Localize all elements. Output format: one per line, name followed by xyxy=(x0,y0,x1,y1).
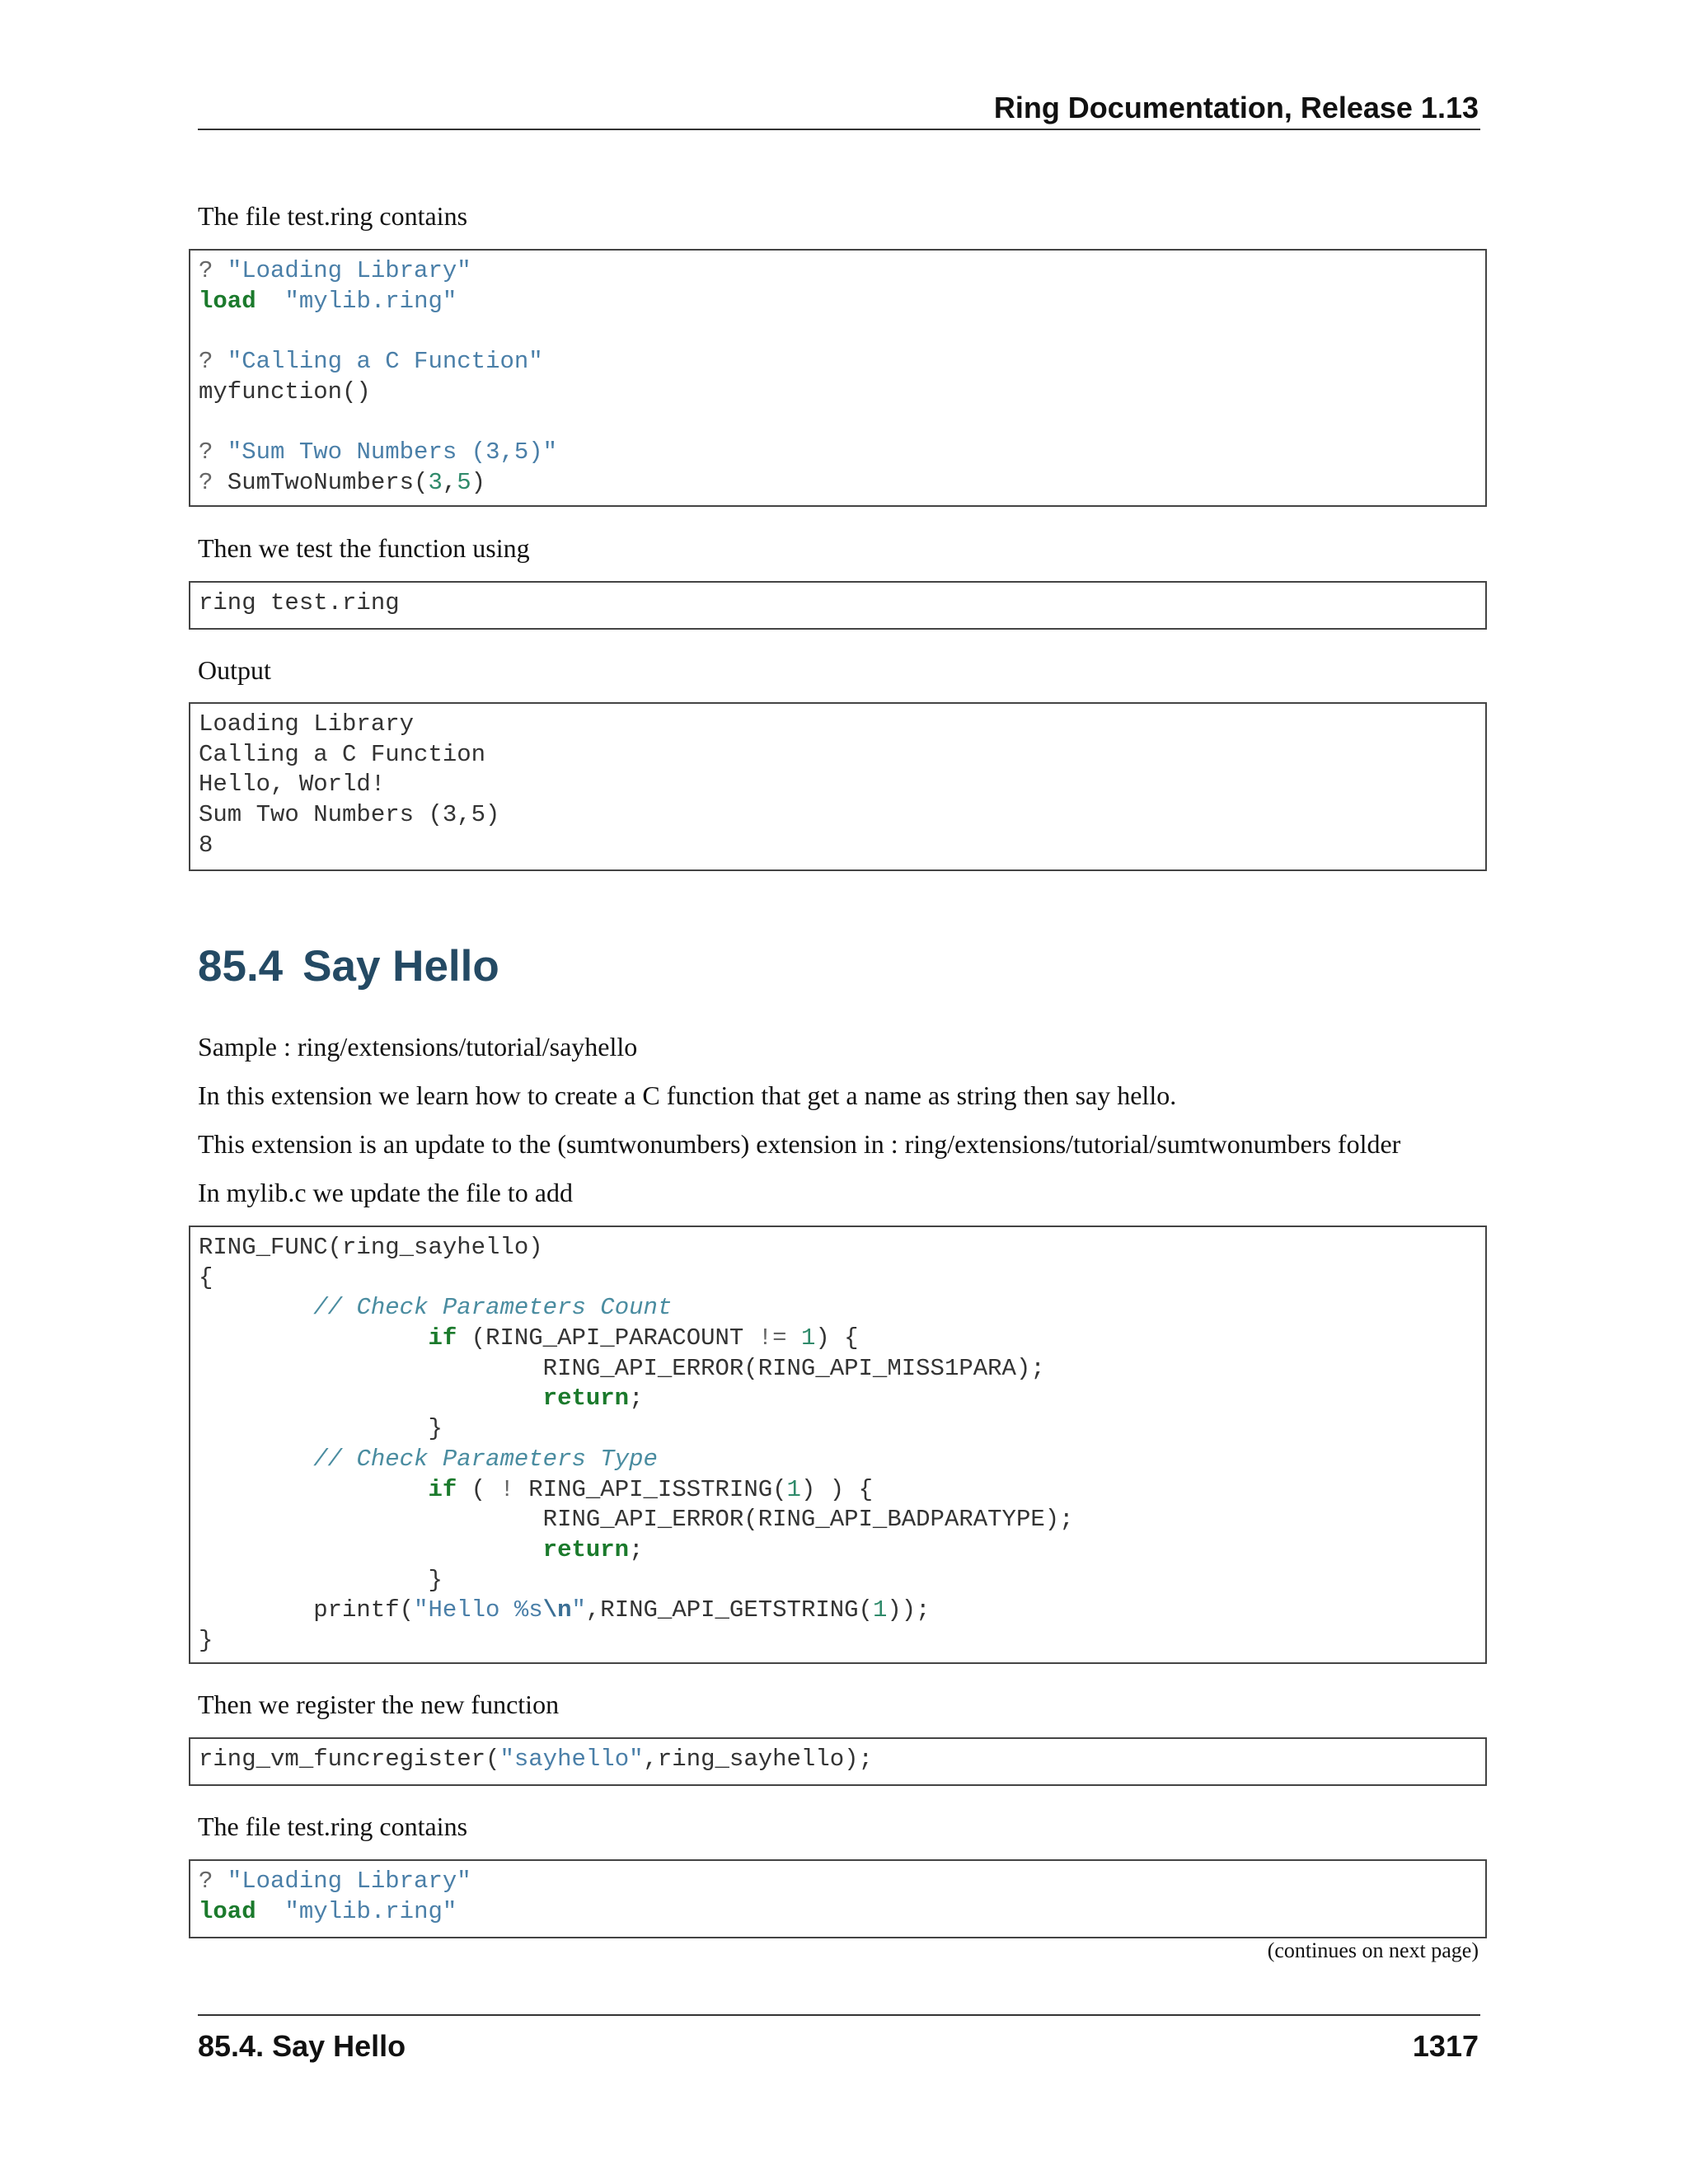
code-token: "mylib.ring" xyxy=(284,287,457,315)
code-line xyxy=(199,1745,1477,1775)
code-line xyxy=(199,438,1477,468)
paragraph: The file test.ring contains xyxy=(198,1811,468,1841)
paragraph: In this extension we learn how to create a C function that get a name as string then say hello. xyxy=(198,1080,1177,1110)
code-token: Sum Two Numbers (3,5) xyxy=(199,801,500,829)
code-line xyxy=(199,287,1477,317)
code-line xyxy=(199,1626,1477,1657)
code-line xyxy=(199,1445,1477,1475)
code-token: "mylib.ring" xyxy=(284,1897,457,1925)
code-token: ,ring_sayhello); xyxy=(643,1746,873,1773)
code-token xyxy=(256,288,285,315)
code-token xyxy=(787,1324,801,1352)
code-token: Loading Library xyxy=(199,710,415,738)
code-token: ; xyxy=(629,1385,644,1413)
code-token: 1 xyxy=(800,1324,816,1352)
code-line xyxy=(199,407,1477,438)
code-token: load xyxy=(199,1897,256,1925)
code-token: "Hello %s xyxy=(414,1596,543,1624)
code-token: "Loading Library" xyxy=(227,1868,471,1895)
code-line xyxy=(199,1233,1477,1263)
code-block-test-ring-2 xyxy=(189,1859,1487,1938)
code-line xyxy=(199,800,1477,831)
code-line xyxy=(199,740,1477,771)
code-token: ? xyxy=(199,1868,227,1895)
code-token: "Sum Two Numbers (3,5)" xyxy=(227,438,558,466)
code-token: if xyxy=(428,1475,457,1503)
code-token xyxy=(199,1446,313,1473)
code-token: myfunction() xyxy=(199,377,371,405)
paragraph: The file test.ring contains xyxy=(198,201,468,231)
footer-section: 85.4. Say Hello xyxy=(198,2029,406,2063)
code-token: 1 xyxy=(872,1596,888,1624)
code-token xyxy=(199,1385,543,1412)
footer-rule xyxy=(198,2014,1480,2016)
code-line xyxy=(199,468,1477,499)
code-token xyxy=(199,1324,428,1352)
code-token: RING_API_ERROR(RING_API_BADPARATYPE); xyxy=(199,1506,1074,1534)
paragraph: Then we test the function using xyxy=(198,533,530,563)
code-token: "Loading Library" xyxy=(227,257,471,284)
code-line xyxy=(199,377,1477,408)
code-token: ring_vm_funcregister( xyxy=(199,1746,500,1773)
code-token: )); xyxy=(887,1596,931,1624)
code-token: 8 xyxy=(199,831,213,859)
code-line xyxy=(199,1867,1477,1897)
code-token: ; xyxy=(629,1535,644,1563)
code-token: SumTwoNumbers( xyxy=(227,468,429,496)
code-token xyxy=(199,1476,428,1503)
paragraph: In mylib.c we update the file to add xyxy=(198,1178,573,1207)
code-token: ? xyxy=(199,438,227,466)
paragraph: Then we register the new function xyxy=(198,1690,560,1719)
code-token: if xyxy=(428,1324,457,1352)
code-line xyxy=(199,316,1477,347)
code-line xyxy=(199,1535,1477,1566)
code-line xyxy=(199,256,1477,287)
code-token: != xyxy=(757,1324,787,1352)
code-token: \n xyxy=(542,1596,572,1624)
code-line xyxy=(199,831,1477,861)
code-line xyxy=(199,1293,1477,1324)
code-token: 3 xyxy=(428,468,443,496)
section-number: 85.4 xyxy=(198,942,284,991)
code-token: } xyxy=(199,1415,443,1443)
code-token: { xyxy=(199,1263,213,1291)
code-token: } xyxy=(199,1566,443,1594)
code-token: RING_API_ERROR(RING_API_MISS1PARA); xyxy=(199,1354,1045,1382)
code-token: Hello, World! xyxy=(199,771,386,799)
code-token: ? xyxy=(199,348,227,376)
code-token: // Check Parameters Count xyxy=(313,1294,673,1322)
code-line xyxy=(199,588,1477,619)
code-token: , xyxy=(442,468,457,496)
code-token: return xyxy=(542,1535,630,1563)
section-title-text: Say Hello xyxy=(302,942,499,991)
code-token: ? xyxy=(199,468,227,496)
code-token: "sayhello" xyxy=(499,1746,644,1773)
code-line xyxy=(199,1414,1477,1445)
code-token: 1 xyxy=(786,1475,801,1503)
code-token: return xyxy=(542,1385,630,1413)
code-token: ) xyxy=(471,468,486,496)
page-number: 1317 xyxy=(1412,2029,1479,2063)
code-token: RING_FUNC(ring_sayhello) xyxy=(199,1234,543,1261)
code-block-run-command xyxy=(189,581,1487,630)
code-block-register xyxy=(189,1737,1487,1786)
code-token: load xyxy=(199,287,256,315)
code-token: (RING_API_PARACOUNT xyxy=(457,1324,758,1352)
code-line xyxy=(199,770,1477,800)
code-token: ( xyxy=(457,1475,500,1503)
code-token: 5 xyxy=(457,468,471,496)
code-token xyxy=(199,1294,313,1321)
header-rule xyxy=(198,129,1480,130)
code-token: printf( xyxy=(199,1596,415,1624)
code-line xyxy=(199,1324,1477,1354)
code-token: "Calling a C Function" xyxy=(227,348,543,376)
running-header: Ring Documentation, Release 1.13 xyxy=(993,91,1479,124)
code-line xyxy=(199,710,1477,740)
code-block-test-ring xyxy=(189,249,1487,507)
code-token xyxy=(256,1898,285,1925)
code-block-mylib-c xyxy=(189,1226,1487,1664)
paragraph: This extension is an update to the (sumtwonumbers) extension in : ring/extensions/tutorial/sumtwonumbers folder xyxy=(198,1129,1401,1159)
code-token: ! xyxy=(499,1475,514,1503)
continues-note: (continues on next page) xyxy=(1267,1938,1479,1962)
code-line xyxy=(199,1354,1477,1385)
code-token xyxy=(199,1536,543,1563)
code-line xyxy=(199,1384,1477,1414)
code-line xyxy=(199,347,1477,377)
code-token: ? xyxy=(199,257,227,284)
code-token: ) ) { xyxy=(800,1475,873,1503)
code-token: " xyxy=(571,1596,586,1624)
code-block-output xyxy=(189,702,1487,871)
code-token: ,RING_API_GETSTRING( xyxy=(585,1596,873,1624)
section-heading xyxy=(198,941,499,991)
code-token: RING_API_ISSTRING( xyxy=(513,1475,787,1503)
paragraph: Sample : ring/extensions/tutorial/sayhello xyxy=(198,1032,638,1062)
paragraph: Output xyxy=(198,655,271,685)
code-token: Calling a C Function xyxy=(199,740,486,768)
code-line xyxy=(199,1566,1477,1596)
code-token: // Check Parameters Type xyxy=(313,1445,658,1473)
code-line xyxy=(199,1897,1477,1928)
code-line xyxy=(199,1263,1477,1294)
code-token: ring test.ring xyxy=(199,589,400,616)
code-token: ) { xyxy=(815,1324,859,1352)
code-line xyxy=(199,1596,1477,1626)
code-line xyxy=(199,1505,1477,1535)
code-token: } xyxy=(199,1626,213,1654)
code-line xyxy=(199,1475,1477,1506)
